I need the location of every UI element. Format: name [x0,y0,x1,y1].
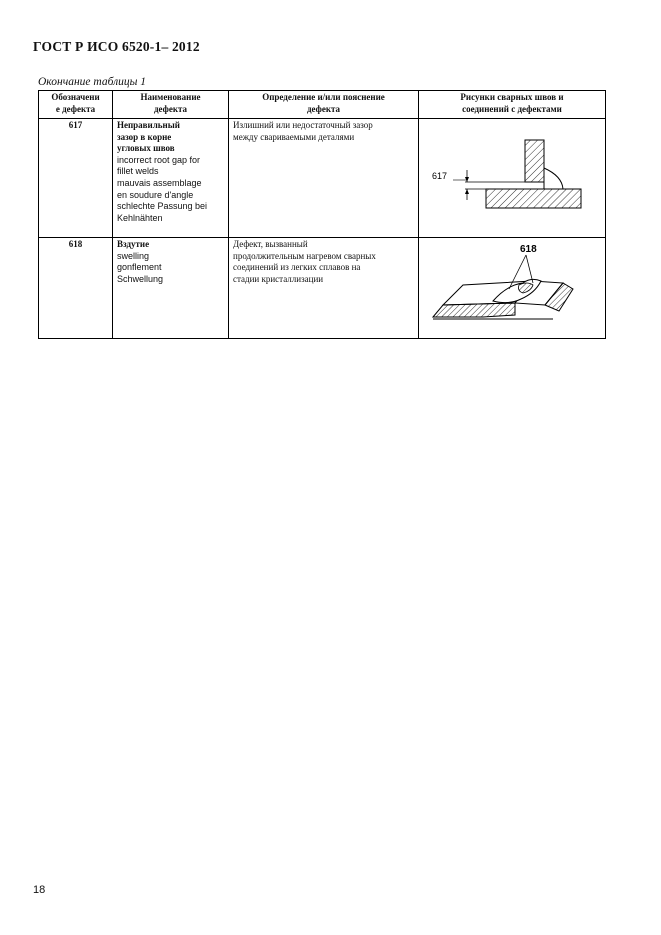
defect-name: Вздутие swelling gonflement Schwellung [113,238,229,339]
figure-label: 617 [432,171,448,181]
column-header-name: Наименование дефекта [113,91,229,119]
dimension-arrow-down [465,177,469,182]
document-title: ГОСТ Р ИСО 6520-1– 2012 [33,39,200,54]
defect-number: 617 [39,119,113,238]
fillet-weld [544,168,563,189]
table-header-row [39,91,606,119]
table-caption: Окончание таблицы 1 [38,76,146,88]
figure-label: 618 [520,244,537,255]
fillet-weld-root-gap-figure [423,120,609,236]
column-header-figures: Рисунки сварных швов и соединений с дефектами [419,91,606,119]
column-header-number: Обозначени е дефекта [39,91,113,119]
defect-definition: Дефект, вызванный продолжительным нагревом сварных соединений из легких сплавов на стадии кристаллизации [229,238,419,339]
left-plate-section [433,303,515,317]
table-row [39,238,606,339]
leader-line-2 [526,255,533,283]
defect-definition: Излишний или недостаточный зазор между свариваемыми деталями [229,119,419,238]
defect-number: 618 [39,238,113,339]
defect-name: Неправильный зазор в корне угловых швов incorrect root gap for fillet welds mauvais assemblage en soudure d'angle schlechte Passung bei Kehlnähten [113,119,229,238]
defect-figure [419,119,606,238]
swelling-weld-figure [423,239,609,337]
page-number: 18 [33,884,46,896]
dimension-arrow-up [465,189,469,194]
base-plate [486,189,581,208]
defects-table [38,90,606,339]
column-header-definition: Определение и/или пояснение дефекта [229,91,419,119]
defect-figure [419,238,606,339]
table-row [39,119,606,238]
vertical-plate [525,140,544,182]
